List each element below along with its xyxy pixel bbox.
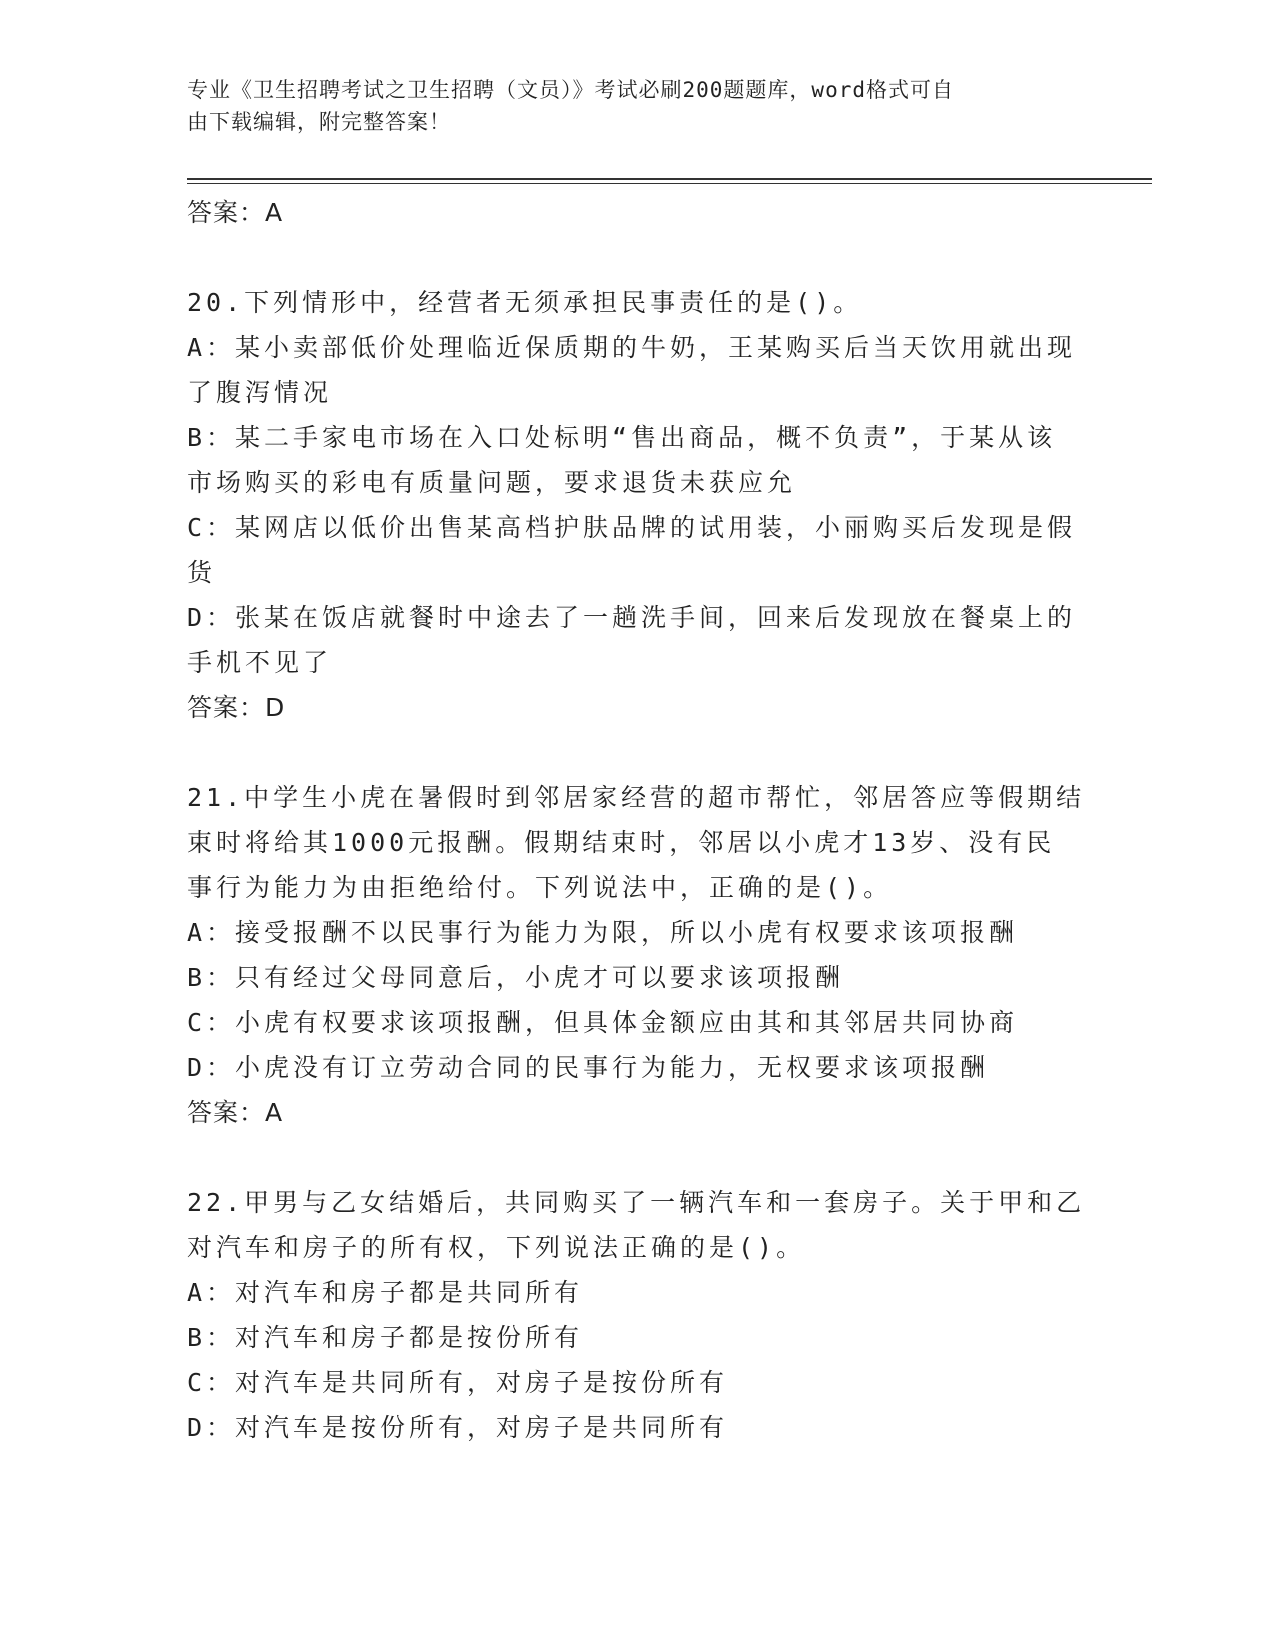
option-text-line: B：对汽车和房子都是按份所有 <box>187 1323 584 1352</box>
question-spacer <box>187 1135 1087 1180</box>
option-text-line: 了腹泻情况 <box>187 378 333 407</box>
question-list <box>187 190 1087 1450</box>
answer-option <box>187 1360 1087 1405</box>
option-text-line: B：只有经过父母同意后，小虎才可以要求该项报酬 <box>187 963 845 992</box>
option-text-line: A：对汽车和房子都是共同所有 <box>187 1278 584 1307</box>
header-line-2: 由下载编辑，附完整答案！ <box>187 110 451 134</box>
question-stem-line: 束时将给其1000元报酬。假期结束时，邻居以小虎才13岁、没有民 <box>187 828 1056 857</box>
page-header <box>187 74 1067 138</box>
question-stem-line: 事行为能力为由拒绝给付。下列说法中，正确的是()。 <box>187 873 893 902</box>
question-spacer <box>187 235 1087 280</box>
answer-option <box>187 325 1087 415</box>
option-text-line: 手机不见了 <box>187 648 333 677</box>
header-rule-thin <box>187 183 1152 184</box>
answer-option <box>187 415 1087 505</box>
question-stem-line: 20.下列情形中，经营者无须承担民事责任的是()。 <box>187 288 863 317</box>
option-text-line: C：小虎有权要求该项报酬，但具体金额应由其和其邻居共同协商 <box>187 1008 1019 1037</box>
question-spacer <box>187 730 1087 775</box>
answer-option <box>187 505 1087 595</box>
answer-option <box>187 955 1087 1000</box>
question-stem-line: 对汽车和房子的所有权，下列说法正确的是()。 <box>187 1233 806 1262</box>
answer-option <box>187 1270 1087 1315</box>
answer-line: 答案：A <box>187 198 284 227</box>
option-text-line: D：小虎没有订立劳动合同的民事行为能力，无权要求该项报酬 <box>187 1053 990 1082</box>
question-stem-line: 21.中学生小虎在暑假时到邻居家经营的超市帮忙，邻居答应等假期结 <box>187 783 1086 812</box>
option-text-line: B：某二手家电市场在入口处标明“售出商品，概不负责”，于某从该 <box>187 423 1057 452</box>
option-text-line: A：某小卖部低价处理临近保质期的牛奶，王某购买后当天饮用就出现 <box>187 333 1077 362</box>
answer-option <box>187 1405 1087 1450</box>
answer-option <box>187 1045 1087 1090</box>
option-text-line: 市场购买的彩电有质量问题，要求退货未获应允 <box>187 468 797 497</box>
question-stem-line: 22.甲男与乙女结婚后，共同购买了一辆汽车和一套房子。关于甲和乙 <box>187 1188 1086 1217</box>
question-block <box>187 775 1087 1135</box>
answer-option <box>187 910 1087 955</box>
answer-option <box>187 1315 1087 1360</box>
question-block <box>187 280 1087 730</box>
option-text-line: C：对汽车是共同所有，对房子是按份所有 <box>187 1368 729 1397</box>
option-text-line: 货 <box>187 558 217 587</box>
answer-option <box>187 1000 1087 1045</box>
option-text-line: A：接受报酬不以民事行为能力为限，所以小虎有权要求该项报酬 <box>187 918 1019 947</box>
question-block <box>187 1180 1087 1450</box>
option-text-line: D：张某在饭店就餐时中途去了一趟洗手间，回来后发现放在餐桌上的 <box>187 603 1077 632</box>
answer-line: 答案：A <box>187 1098 284 1127</box>
header-rule-thick <box>187 178 1152 180</box>
option-text-line: C：某网店以低价出售某高档护肤品牌的试用装，小丽购买后发现是假 <box>187 513 1077 542</box>
answer-line: 答案：D <box>187 693 286 722</box>
header-line-1: 专业《卫生招聘考试之卫生招聘（文员）》考试必刷200题题库，word格式可自 <box>187 78 954 102</box>
answer-option <box>187 595 1087 685</box>
option-text-line: D：对汽车是按份所有，对房子是共同所有 <box>187 1413 729 1442</box>
